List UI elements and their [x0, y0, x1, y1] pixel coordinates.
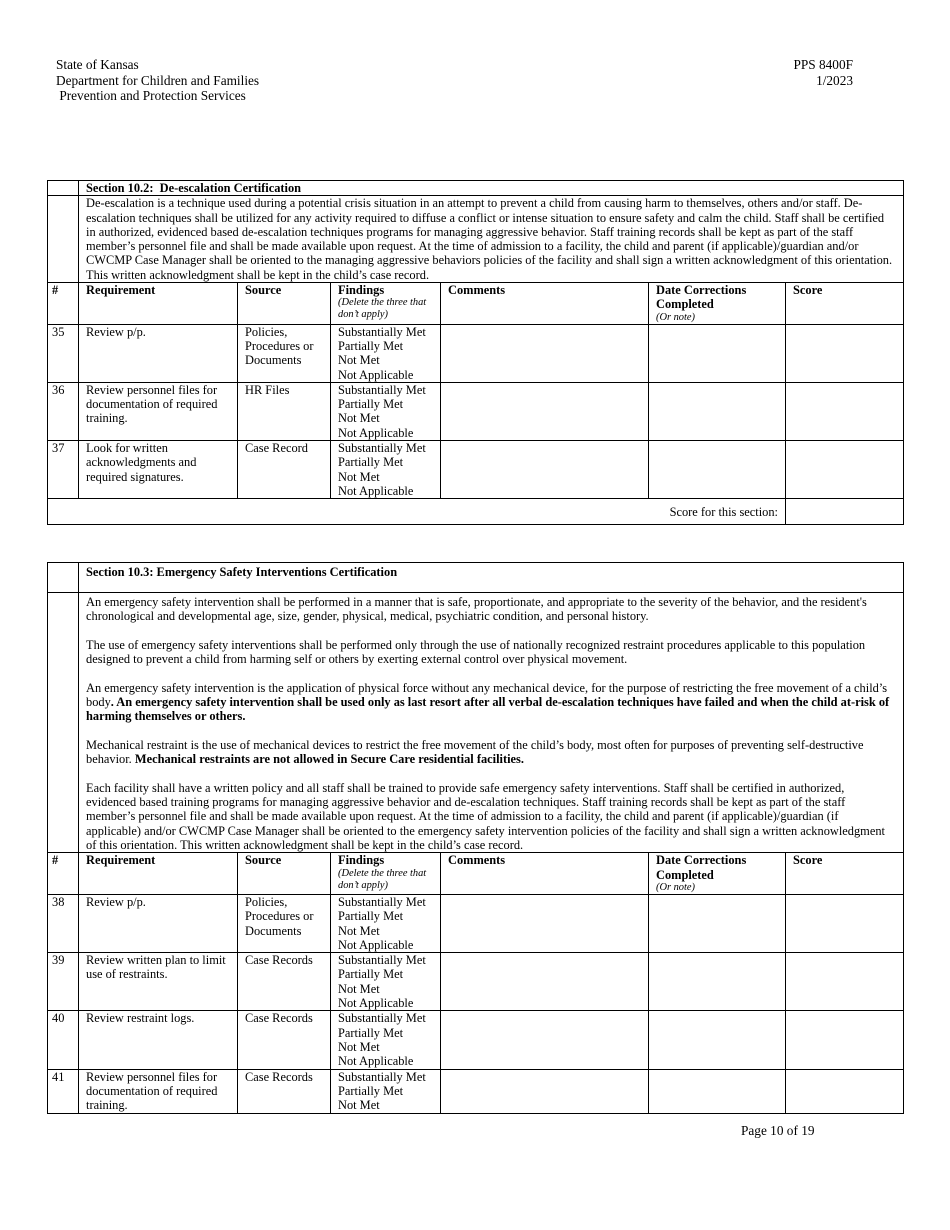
finding-option[interactable]: Partially Met: [338, 455, 404, 470]
paragraph-emphasis: . An emergency safety intervention shall be used only as last resort after all verbal de-escalation techniques have failed and when the child at-risk of harming themselves or others.: [86, 695, 890, 724]
row-source: Case Records: [238, 1069, 331, 1113]
table-row: [48, 441, 904, 499]
col-date-corrections: [649, 853, 786, 895]
section-10-2-table: [47, 180, 904, 525]
table-row: [48, 1069, 904, 1113]
section-num-cell: [48, 181, 79, 196]
finding-option[interactable]: Not Met: [338, 469, 380, 484]
row-source: Policies, Procedures or Documents: [238, 894, 331, 952]
finding-option[interactable]: Not Met: [338, 411, 380, 426]
col-date-corrections: [649, 283, 786, 325]
finding-option[interactable]: Partially Met: [338, 967, 404, 982]
row-num: 40: [48, 1011, 79, 1069]
row-requirement: Review p/p.: [79, 894, 238, 952]
row-comments-field[interactable]: [441, 324, 649, 382]
agency-line-state: State of Kansas: [56, 57, 139, 72]
description-paragraph: An emergency safety intervention shall be performed in a manner that is safe, proportionate, and appropriate to the severity of the behavior, and the resident's chronological and developmental age, size, gender, physical, medical, psychiatric condition, and personal history.: [86, 595, 867, 624]
finding-option[interactable]: Partially Met: [338, 1025, 404, 1040]
row-date-corrections-field[interactable]: [649, 1069, 786, 1113]
section-score-row: [48, 499, 904, 525]
finding-option[interactable]: Substantially Met: [338, 953, 426, 968]
row-requirement: Review personnel files for documentation of required training.: [79, 1069, 238, 1113]
finding-option[interactable]: Substantially Met: [338, 324, 426, 339]
finding-option[interactable]: Substantially Met: [338, 382, 426, 397]
page-number: Page 10 of 19: [741, 1123, 815, 1138]
description-paragraph: [86, 638, 896, 667]
row-comments-field[interactable]: [441, 894, 649, 952]
col-source: Source: [238, 853, 331, 895]
row-score-field[interactable]: [786, 1069, 904, 1113]
section-score-field[interactable]: [786, 499, 904, 525]
row-source: Case Record: [238, 441, 331, 499]
row-findings[interactable]: [331, 441, 441, 499]
col-date-corrections-note: (Or note): [656, 311, 695, 323]
col-comments: Comments: [441, 853, 649, 895]
col-comments: Comments: [441, 283, 649, 325]
col-findings: [331, 283, 441, 325]
finding-option[interactable]: Not Applicable: [338, 367, 414, 382]
finding-option[interactable]: Not Met: [338, 923, 380, 938]
col-date-corrections-note: (Or note): [656, 881, 695, 893]
agency-line-department: Department for Children and Families: [56, 72, 260, 88]
row-requirement: Review restraint logs.: [79, 1011, 238, 1069]
finding-option[interactable]: Not Met: [338, 1098, 380, 1113]
paragraph-text: Mechanical restraint is the use of mechanical devices to restrict the free movement of the child’s body, most often for purposes of preventing self-destructive behavior.: [86, 737, 864, 767]
section-10-3-table: [47, 562, 904, 1114]
section-description: [79, 593, 904, 853]
row-score-field[interactable]: [786, 953, 904, 1011]
finding-option[interactable]: Not Applicable: [338, 1054, 414, 1069]
finding-option[interactable]: Not Applicable: [338, 483, 414, 498]
finding-option[interactable]: Partially Met: [338, 397, 404, 412]
finding-option[interactable]: Not Applicable: [338, 937, 414, 952]
description-paragraph: [86, 738, 896, 767]
row-num: 36: [48, 382, 79, 440]
row-findings[interactable]: [331, 894, 441, 952]
form-id: PPS 8400F: [793, 57, 853, 72]
row-num: 37: [48, 441, 79, 499]
row-comments-field[interactable]: [441, 1011, 649, 1069]
row-source: Policies, Procedures or Documents: [238, 324, 331, 382]
row-date-corrections-field[interactable]: [649, 382, 786, 440]
row-findings[interactable]: [331, 953, 441, 1011]
table-row: [48, 382, 904, 440]
section-num-cell: [48, 196, 79, 283]
row-date-corrections-field[interactable]: [649, 1011, 786, 1069]
finding-option[interactable]: Not Met: [338, 981, 380, 996]
section-num-cell: [48, 593, 79, 853]
section-description: De-escalation is a technique used during a potential crisis situation in an attempt to prevent a child from causing harm to themselves, others and/or staff. De-escalation techniques shall be utilized for any activity required to diffuse a conflict or intense situation to ensure safety and calm the child. Staff shall be certified in authorized, evidenced based de-escalation techniques programs for managing aggressive behavior. Staff training records shall be kept as part of the staff member’s personnel file and shall be made available upon request. At the time of admission to a facility, the child and parent (if applicable)/guardian and/or CWCMP Case Manager shall be oriented to the managing aggressive behaviors policies of the facility and shall sign a written acknowledgment of this orientation. This written acknowledgment shall be kept in the child’s case record.: [79, 196, 904, 283]
row-comments-field[interactable]: [441, 1069, 649, 1113]
section-title: Section 10.3: Emergency Safety Interventions Certification: [79, 563, 904, 593]
col-date-corrections-label: Date Corrections Completed: [656, 283, 747, 312]
row-source: Case Records: [238, 953, 331, 1011]
col-num: #: [48, 283, 79, 325]
paragraph-text: An emergency safety intervention is the application of physical force without any mechanical device, for the purpose of restricting the free movement of a child’s body: [86, 680, 888, 710]
finding-option[interactable]: Not Met: [338, 353, 380, 368]
row-requirement: Look for written acknowledgments and required signatures.: [79, 441, 238, 499]
col-score: Score: [786, 853, 904, 895]
row-requirement: Review p/p.: [79, 324, 238, 382]
table-row: [48, 324, 904, 382]
finding-option[interactable]: Substantially Met: [338, 894, 426, 909]
col-score: Score: [786, 283, 904, 325]
paragraph-emphasis: Mechanical restraints are not allowed in Secure Care residential facilities.: [134, 752, 524, 767]
col-findings-note: (Delete the three that don’t apply): [338, 297, 427, 321]
row-num: 35: [48, 324, 79, 382]
row-score-field[interactable]: [786, 1011, 904, 1069]
finding-option[interactable]: Partially Met: [338, 338, 404, 353]
section-title: Section 10.2: De-escalation Certification: [79, 181, 904, 196]
row-date-corrections-field[interactable]: [649, 894, 786, 952]
row-num: 41: [48, 1069, 79, 1113]
section-score-label: Score for this section:: [48, 499, 786, 525]
col-findings: [331, 853, 441, 895]
table-row: [48, 953, 904, 1011]
finding-option[interactable]: Substantially Met: [338, 441, 426, 456]
row-comments-field[interactable]: [441, 953, 649, 1011]
col-findings-label: Findings: [338, 853, 385, 868]
row-comments-field[interactable]: [441, 441, 649, 499]
paragraph-text: The use of emergency safety interventions shall be performed only through the use of nationally recognized restraint procedures applicable to this population designed to prevent a child from harming self or others by exerting external control over physical movement.: [86, 637, 866, 667]
col-source: Source: [238, 283, 331, 325]
finding-option[interactable]: Not Applicable: [338, 425, 414, 440]
finding-option[interactable]: Not Met: [338, 1039, 380, 1054]
col-requirement: Requirement: [79, 283, 238, 325]
table-row: [48, 894, 904, 952]
column-header-row: [48, 853, 904, 895]
row-comments-field[interactable]: [441, 382, 649, 440]
agency-header: [56, 57, 259, 104]
row-date-corrections-field[interactable]: [649, 953, 786, 1011]
col-requirement: Requirement: [79, 853, 238, 895]
row-source: Case Records: [238, 1011, 331, 1069]
row-score-field[interactable]: [786, 324, 904, 382]
table-row: [48, 1011, 904, 1069]
col-date-corrections-label: Date Corrections Completed: [656, 853, 747, 882]
row-date-corrections-field[interactable]: [649, 324, 786, 382]
row-findings[interactable]: [331, 1069, 441, 1113]
row-findings[interactable]: [331, 324, 441, 382]
col-findings-label: Findings: [338, 283, 385, 298]
form-date: 1/2023: [816, 72, 853, 88]
row-findings[interactable]: [331, 382, 441, 440]
agency-line-division: Prevention and Protection Services: [56, 88, 246, 103]
finding-option[interactable]: Substantially Met: [338, 1011, 426, 1026]
col-findings-note: (Delete the three that don’t apply): [338, 867, 427, 891]
column-header-row: [48, 283, 904, 325]
description-paragraph: Each facility shall have a written policy and all staff shall be trained to provide safe emergency safety interventions. Staff shall be certified in authorized, evidenced based training programs for managing aggressive behavior and de-escalation techniques. Staff training records shall be kept as part of the staff member’s personnel file and shall be made available upon request. At the time of admission to a facility, the child and parent (if applicable)/guardian (if applicable) and/or CWCMP Case Manager shall be oriented to the emergency safety intervention policies of the facility and shall sign a written acknowledgment of this orientation. This written acknowledgment shall be kept in the child’s case record.: [86, 780, 885, 853]
row-num: 38: [48, 894, 79, 952]
row-requirement: Review written plan to limit use of restraints.: [79, 953, 238, 1011]
section-num-cell: [48, 563, 79, 593]
row-score-field[interactable]: [786, 382, 904, 440]
row-date-corrections-field[interactable]: [649, 441, 786, 499]
row-score-field[interactable]: [786, 441, 904, 499]
finding-option[interactable]: Substantially Met: [338, 1069, 426, 1084]
row-num: 39: [48, 953, 79, 1011]
form-header: [794, 57, 854, 88]
row-findings[interactable]: [331, 1011, 441, 1069]
row-requirement: Review personnel files for documentation of required training.: [79, 382, 238, 440]
finding-option[interactable]: Partially Met: [338, 909, 404, 924]
finding-option[interactable]: Partially Met: [338, 1083, 404, 1098]
row-source: HR Files: [238, 382, 331, 440]
description-paragraph: [86, 681, 896, 724]
row-score-field[interactable]: [786, 894, 904, 952]
finding-option[interactable]: Not Applicable: [338, 996, 414, 1011]
col-num: #: [48, 853, 79, 895]
